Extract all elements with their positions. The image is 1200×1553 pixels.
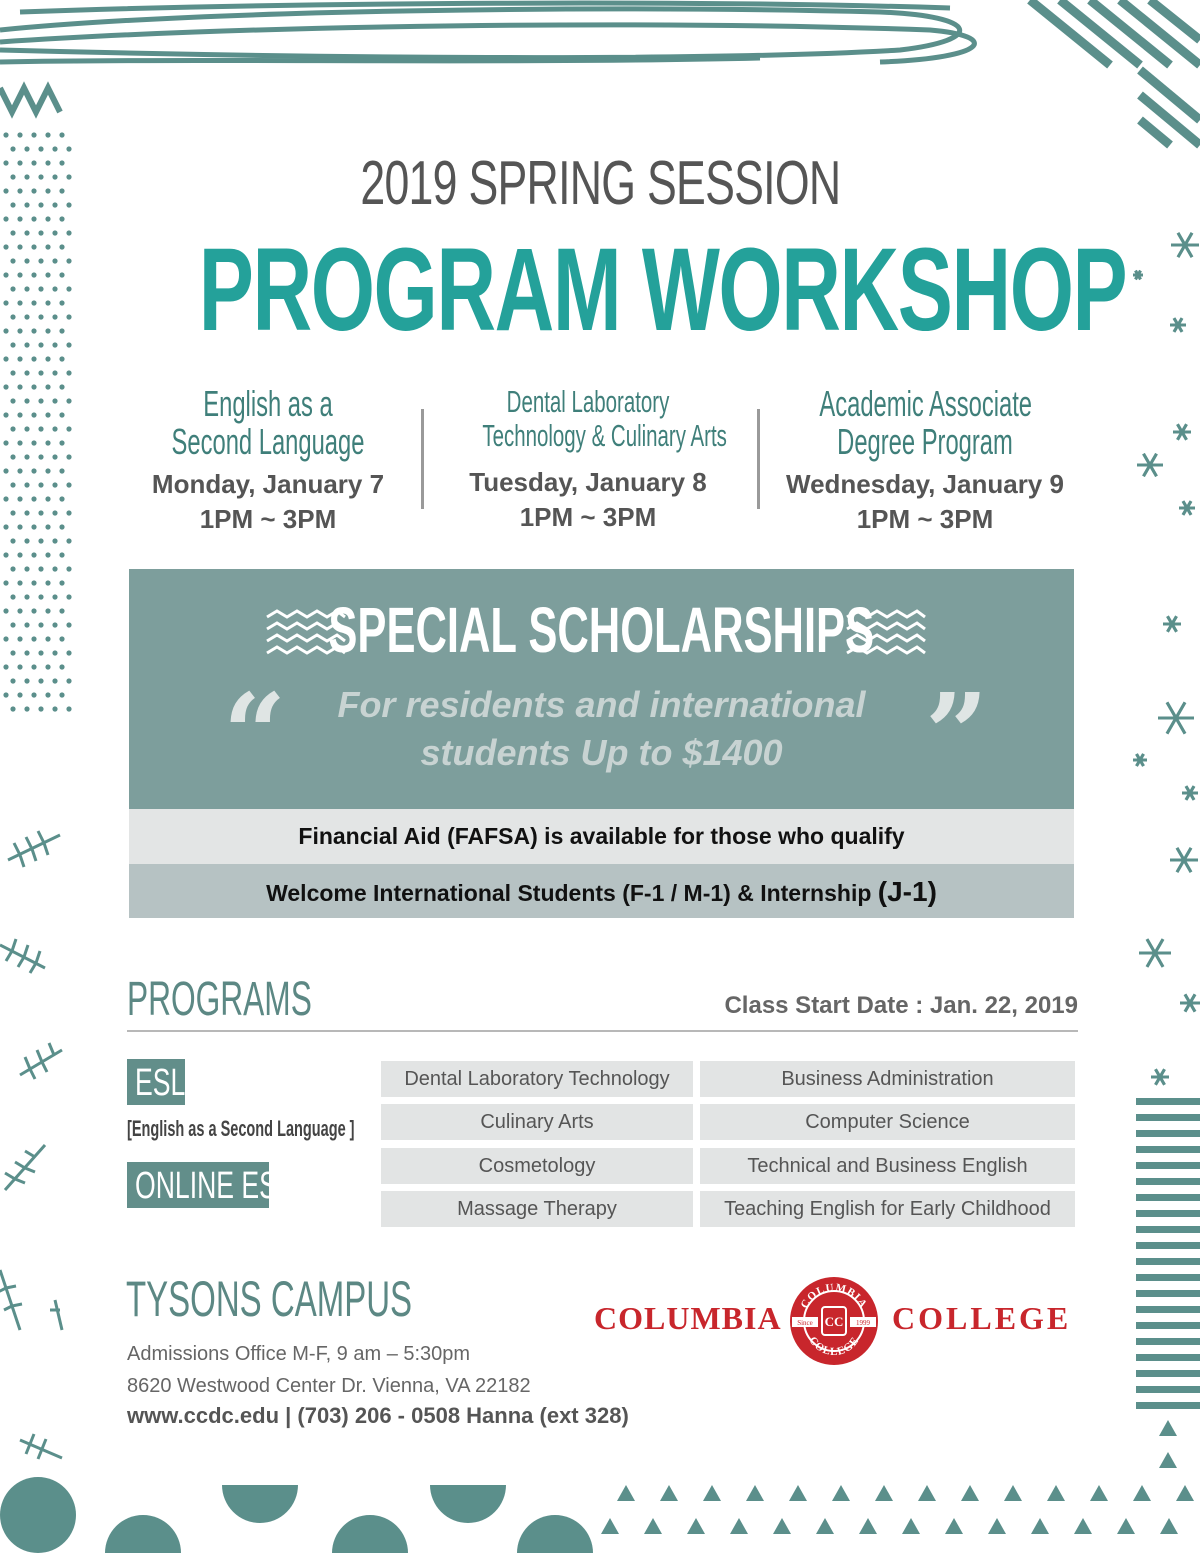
dot [59,552,64,557]
tree-icon [789,1485,807,1501]
dot [45,384,50,389]
stripe [1136,1194,1200,1201]
class-start-date: Class Start Date : Jan. 22, 2019 [724,992,1078,1019]
dot [17,580,22,585]
dot [3,496,8,501]
session-heading [0,148,1200,219]
diagonal-stripes-decoration [1030,0,1200,145]
dot [66,706,71,711]
dot [59,468,64,473]
dot [3,664,8,669]
dot [38,678,43,683]
stripe [1136,1210,1200,1217]
snowflake-icon [1133,754,1147,766]
tree-icon [918,1485,936,1501]
stripe [1136,1114,1200,1121]
campus-title: TYSONS CAMPUS [126,1271,413,1327]
dot [31,132,36,137]
dot [24,510,29,515]
snowflake-icon [1163,616,1181,632]
snowflake-icon [1158,702,1194,733]
workshop-name-line1: Academic Associate [819,383,1033,424]
dot [24,650,29,655]
dot [45,524,50,529]
dot [3,636,8,641]
program-item: Computer Science [700,1104,1075,1140]
stripe [1136,1354,1200,1361]
workshop-time: 1PM ~ 3PM [199,504,337,534]
dot [45,440,50,445]
dot [3,608,8,613]
tree-icon [644,1518,662,1534]
dot [24,426,29,431]
tree-icon [617,1485,635,1501]
dot [45,412,50,417]
dot [17,384,22,389]
dot [59,440,64,445]
open-quote-icon: “ [223,669,287,798]
main-heading [0,222,1200,358]
dot [52,510,57,515]
dot [10,622,15,627]
dot [10,706,15,711]
dot [66,482,71,487]
horizontal-stripes-decoration [1136,1098,1200,1409]
tree-icon [816,1518,834,1534]
dot [17,664,22,669]
seal-top-text: COLUMBIA [798,1281,870,1311]
dot [38,426,43,431]
divider [757,409,760,509]
esl-tag [127,1059,185,1105]
dot [59,636,64,641]
tree-icon [1160,1518,1178,1534]
logo-word-right: COLLEGE [892,1300,1072,1336]
dot [45,132,50,137]
workshop-date: Tuesday, January 8 [469,467,707,497]
workshop-date: Wednesday, January 9 [786,469,1064,499]
tree-icon [687,1518,705,1534]
tree-icon [945,1518,963,1534]
dot [17,440,22,445]
tree-icon [1176,1485,1194,1501]
program-item: Massage Therapy [381,1191,693,1227]
dot [31,440,36,445]
workshop-name-line2: Second Language [171,421,365,462]
dot [66,510,71,515]
workshop-name-line2: Technology & Culinary Arts [482,418,727,453]
program-item: Business Administration [700,1061,1075,1097]
tree-icon [1159,1420,1177,1436]
snowflake-icon [1170,848,1198,872]
logo-word-left: COLUMBIA [594,1300,782,1336]
dot [52,454,57,459]
zigzag-right-icon [845,609,927,655]
dot [10,482,15,487]
dot [45,468,50,473]
dot [17,692,22,697]
dot [31,664,36,669]
stripe [1136,1226,1200,1233]
dot [17,468,22,473]
dot [66,678,71,683]
tree-icon [1074,1518,1092,1534]
dot [17,412,22,417]
snowflake-icon [1151,1069,1169,1085]
tree-pattern-decoration [601,1420,1194,1534]
dot [52,566,57,571]
dot [31,580,36,585]
stripe [1136,1146,1200,1153]
dot [38,454,43,459]
campus-address: 8620 Westwood Center Dr. Vienna, VA 22182 [127,1375,531,1397]
snowflake-icon [1179,501,1195,515]
dot [52,650,57,655]
esl-tag-label: ESL [135,1062,186,1104]
tree-icon [1090,1485,1108,1501]
zigzag-decoration [0,88,60,112]
tree-icon [773,1518,791,1534]
programs-heading [127,972,407,1027]
dot [38,538,43,543]
dot [38,398,43,403]
stripe [1136,1178,1200,1185]
dot [66,398,71,403]
dot [17,496,22,501]
stripe [1136,1338,1200,1345]
tree-icon [703,1485,721,1501]
dot [31,608,36,613]
programs-title: PROGRAMS [127,973,312,1026]
snowflake-icon [1173,424,1191,440]
tree-icon [1159,1452,1177,1468]
dot [66,650,71,655]
dot [45,636,50,641]
snowflake-icon [1137,454,1163,477]
dot [66,370,71,375]
dot [52,538,57,543]
workshop-time: 1PM ~ 3PM [519,502,657,532]
dot [59,132,64,137]
dot [24,678,29,683]
stripe [1136,1386,1200,1393]
tree-icon [859,1518,877,1534]
dot [3,468,8,473]
dot [59,608,64,613]
dot [17,524,22,529]
snowflake-icon [1139,939,1171,967]
dot [59,580,64,585]
dot [59,664,64,669]
fafsa-notice: Financial Aid (FAFSA) is available for those who qualify [129,809,1074,864]
dot [45,664,50,669]
seal-since: Since [797,1319,813,1327]
scholarship-line2: students Up to $1400 [420,732,783,773]
workshop-esl [108,385,428,535]
scholarship-title: SPECIAL SCHOLARSHIPS [328,594,875,666]
stripe [1136,1242,1200,1249]
dot [3,384,8,389]
workshop-name-line1: English as a [203,383,333,424]
workshop-associate-degree [765,385,1085,535]
dot [31,552,36,557]
dot [10,650,15,655]
tree-icon [1133,1485,1151,1501]
dot [66,538,71,543]
dot [24,622,29,627]
dot [66,622,71,627]
dot [38,622,43,627]
stripe [1136,1098,1200,1105]
dot [52,398,57,403]
tree-icon [988,1518,1006,1534]
internship-visa: (J-1) [877,876,937,907]
dot [52,678,57,683]
dot [3,692,8,697]
svg-text:CC: CC [824,1314,844,1329]
tree-icon [875,1485,893,1501]
stripe [1136,1290,1200,1297]
stripe [1136,1322,1200,1329]
tree-icon [961,1485,979,1501]
dot [3,132,8,137]
dot [10,426,15,431]
dot [24,370,29,375]
seal-bottom-text: COLLEGE [806,1334,862,1359]
dot [59,412,64,417]
tree-icon [1047,1485,1065,1501]
dot [31,692,36,697]
dot [3,524,8,529]
seal-year: 1999 [856,1319,870,1327]
tree-icon [1031,1518,1049,1534]
dot [52,482,57,487]
dot [52,426,57,431]
dot [31,524,36,529]
dot [38,566,43,571]
tree-icon [730,1518,748,1534]
dot [17,636,22,641]
tree-icon [1004,1485,1022,1501]
dot [59,692,64,697]
workshop-time: 1PM ~ 3PM [856,504,994,534]
dot [59,496,64,501]
tree-icon [902,1518,920,1534]
programs-divider [127,1030,1078,1032]
dot [17,552,22,557]
close-quote-icon: ” [925,669,989,798]
international-notice [129,864,1074,918]
dot [17,608,22,613]
dot [66,454,71,459]
dot [3,580,8,585]
stripe [1136,1306,1200,1313]
dot [10,538,15,543]
dot [24,482,29,487]
dot [31,468,36,473]
stripe [1136,1162,1200,1169]
dot [31,496,36,501]
dot [3,440,8,445]
pine-branch-decoration [0,831,62,1459]
stripe [1136,1402,1200,1409]
dot [10,510,15,515]
tree-icon [601,1518,619,1534]
dot [10,678,15,683]
tree-icon [746,1485,764,1501]
divider [421,409,424,509]
contact-info[interactable]: www.ccdc.edu | (703) 206 - 0508 Hanna (ext 328) [127,1403,629,1428]
dot [38,650,43,655]
dot [52,370,57,375]
dot [38,482,43,487]
program-item: Culinary Arts [381,1104,693,1140]
dot [10,566,15,571]
dot [10,398,15,403]
stripe [1136,1130,1200,1137]
dot [24,594,29,599]
dot [66,426,71,431]
dot [45,552,50,557]
campus-heading [126,1270,559,1328]
columbia-college-logo [594,1272,1076,1368]
scholarship-heading [129,593,1074,667]
dot [45,580,50,585]
program-item: Teaching English for Early Childhood [700,1191,1075,1227]
dot [3,552,8,557]
circle-decoration [0,1477,593,1553]
scholarship-text [279,681,924,777]
online-esl-tag [127,1162,292,1208]
dot [17,132,22,137]
dot [10,594,15,599]
workshop-name-line2: Degree Program [837,421,1013,462]
workshop-name-line1: Dental Laboratory [506,384,670,419]
dot [10,454,15,459]
dot [31,412,36,417]
dot [52,706,57,711]
dot [59,524,64,529]
dot [38,706,43,711]
dot [3,412,8,417]
dot [45,692,50,697]
program-item: Dental Laboratory Technology [381,1061,693,1097]
top-scribble-decoration [0,3,974,62]
international-text: Welcome International Students (F-1 / M-1) & Internship [266,880,878,906]
dot [24,454,29,459]
dot-pattern-decoration [3,132,71,711]
session-title: 2019 SPRING SESSION [359,149,841,218]
scholarship-box [129,569,1074,809]
dot [38,370,43,375]
dot [52,594,57,599]
dot [24,398,29,403]
admissions-hours: Admissions Office M-F, 9 am – 5:30pm [127,1343,471,1365]
program-item: Technical and Business English [700,1148,1075,1184]
dot [31,384,36,389]
stripe [1136,1370,1200,1377]
workshop-date: Monday, January 7 [151,469,385,499]
dot [45,608,50,613]
tree-icon [1117,1518,1135,1534]
dot [52,622,57,627]
college-seal-icon [788,1275,880,1367]
online-esl-label: ONLINE ESL [135,1165,292,1207]
dot [24,538,29,543]
dot [24,706,29,711]
dot [66,594,71,599]
tree-icon [832,1485,850,1501]
workshop-dental-culinary [428,385,748,533]
snowflake-decoration [1133,233,1200,1085]
dot [38,510,43,515]
dot [10,370,15,375]
program-workshop-title: PROGRAM WORKSHOP [198,224,1127,356]
dot [24,566,29,571]
tree-icon [660,1485,678,1501]
dot [59,384,64,389]
workshop-schedule [100,385,1100,545]
program-item: Cosmetology [381,1148,693,1184]
snowflake-icon [1180,994,1200,1011]
scholarship-line1: For residents and international [337,684,866,725]
dot [38,594,43,599]
snowflake-icon [1182,786,1198,800]
dot [45,496,50,501]
stripe [1136,1258,1200,1265]
stripe [1136,1274,1200,1281]
esl-full-label: [English as a Second Language ] [127,1116,355,1141]
dot [31,636,36,641]
dot [66,566,71,571]
